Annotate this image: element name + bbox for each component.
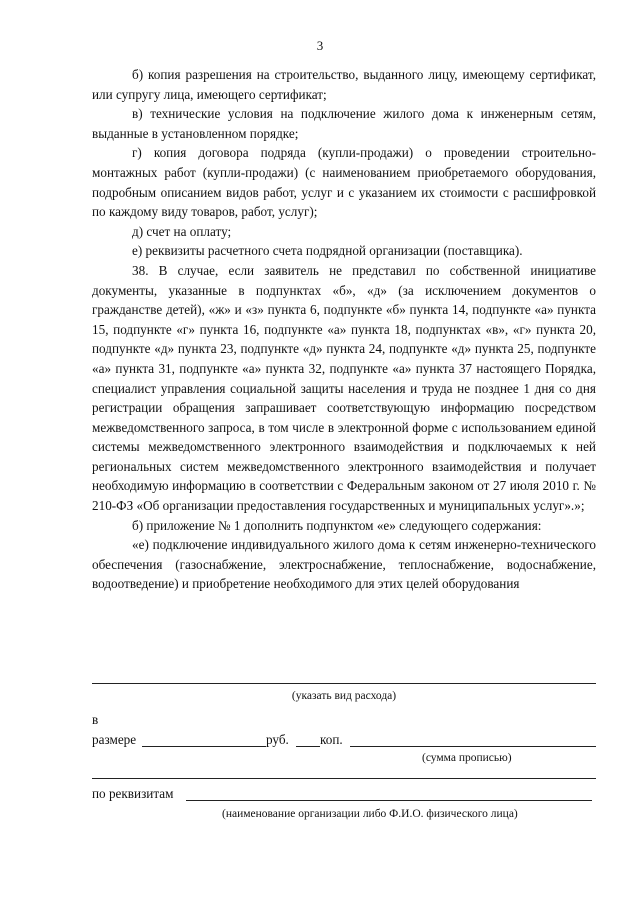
expense-caption: (указать вид расхода): [291, 690, 397, 702]
kop-label: коп.: [320, 732, 343, 747]
paragraph-b-permit: б) копия разрешения на строительство, выданного лицу, имеющему сертификат, или супругу лица, имеющего сертификат;: [92, 67, 596, 102]
requisites-line: [186, 800, 592, 801]
paragraph-d-invoice: д) счет на оплату;: [132, 223, 232, 239]
rubles-line: [142, 746, 266, 747]
size-label: размере: [92, 732, 137, 747]
in-label: в: [92, 712, 99, 727]
page-number: 3: [316, 38, 324, 53]
kopecks-line: [296, 746, 320, 747]
paragraph-e-connection: «е) подключение индивидуального жилого дома к сетям инженерно-технического обеспечения (газоснабжение, электроснабжение, теплоснабжение, водоснабжение, водоотведение) и приобретение необходимого для этих целей оборудования: [92, 537, 596, 592]
paragraph-appendix-amendment: б) приложение № 1 дополнить подпунктом «е» следующего содержания:: [132, 517, 542, 533]
sum-in-words-line: [350, 746, 596, 747]
sum-continuation-line: [92, 778, 596, 779]
expense-type-line: [92, 683, 596, 684]
rub-label: руб.: [266, 732, 289, 747]
document-body: [92, 65, 596, 594]
paragraph-v-technical-conditions: в) технические условия на подключение жилого дома к инженерным сетям, выданные в установленном порядке;: [92, 106, 596, 141]
paragraph-e-bank-details: е) реквизиты расчетного счета подрядной организации (поставщика).: [132, 243, 523, 259]
paragraph-38: 38. В случае, если заявитель не представил по собственной инициативе документы, указанные в подпунктах «б», «д» (за исключением документов о гражданстве детей), «ж» и «з» пункта 6, подпункте «б» пункта 14, подпункте «а» пункта 15, подпункте «г» пункта 16, подпункте «а» пункта 18, подпунктах «в», «г» пункта 20, подпункте «д» пункта 23, подпункте «д» пункта 24, подпункте «д» пункта 25, подпункте «а» пункта 31, подпункте «а» пункта 32, подпункте «а» пункта 37 настоящего Порядка, специалист управления социальной защиты населения и труда не позднее 1 дня со дня регистрации обращения запрашивает соответствующую информацию посредством межведомственного запроса, в том числе в электронной форме с использованием единой системы межведомственного электронного взаимодействия и подключаемых к ней региональных систем межведомственного электронного взаимодействия и получает необходимую информацию в соответствии с Федеральным законом от 27 июля 2010 г. № 210-ФЗ «Об организации предоставления государственных и муниципальных услуг».»;: [92, 262, 596, 514]
paragraph-g-contract-copy: г) копия договора подряда (купли-продажи) о проведении строительно-монтажных работ (купли-продажи) (с наименованием приобретаемого оборудования, подробным описанием видов работ, услуг и с указанием их стоимости с расшифровкой по каждому виду товаров, работ, услуг);: [92, 145, 596, 220]
requisites-label: по реквизитам: [92, 786, 174, 801]
sum-caption: (сумма прописью): [422, 752, 512, 764]
org-caption: (наименование организации либо Ф.И.О. физического лица): [222, 808, 518, 820]
